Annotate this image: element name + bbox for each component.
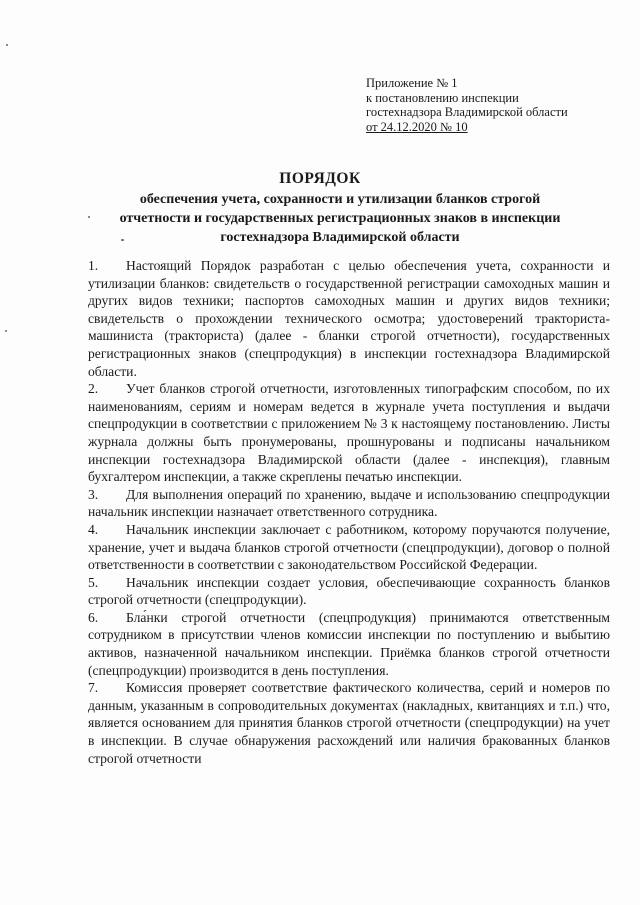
appendix-date-number: от 24.12.2020 № 10 (366, 119, 468, 134)
paragraph-text: Бла́нки строгой отчетности (спецпродукция) принимаются ответственным сотрудником в присутствии членов комиссии инспекции по поступлению и выбытию активов, назначенной начальником инспекции. Приёмка бланков строгой отчетности (спецпродукции) производится в день поступления. (88, 609, 610, 678)
paragraph-5 (88, 574, 610, 609)
paragraph-number: 4. (88, 521, 99, 537)
subtitle-line-2: отчетности и государственных регистрационных знаков в инспекции (119, 211, 561, 226)
scan-speck (5, 330, 7, 332)
paragraph-1 (88, 257, 610, 380)
document-subtitle (80, 190, 600, 247)
paragraph-number: 1. (88, 258, 99, 273)
paragraph-text: Для выполнения операций по хранению, выдаче и использованию спецпродукции начальник инспекции назначает ответственного сотрудника. (88, 486, 610, 520)
paragraph-number: 5. (88, 574, 99, 590)
paragraph-6 (88, 609, 610, 679)
scan-speck (6, 44, 8, 46)
appendix-line-1: Приложение № 1 (366, 76, 458, 90)
paragraph-number: 2. (88, 381, 99, 397)
paragraph-text: Комиссия проверяет соответствие фактического количества, серий и номеров по данным, указанным в сопроводительных документах (накладных, квитанциях и т.п.) что, является основанием для принятия бланков строгой отчетности (спецпродукции) на учет в инспекции. В случае обнаружения расхождений или наличия бракованных бланков строгой отчетности (88, 680, 610, 766)
paragraph-number: 7. (88, 680, 99, 696)
paragraph-number: 3. (88, 486, 99, 502)
subtitle-line-1: обеспечения учета, сохранности и утилизации бланков строгой (139, 192, 541, 207)
paragraph-3 (88, 486, 610, 521)
appendix-block (366, 76, 616, 134)
paragraph-text: Начальник инспекции создает условия, обеспечивающие сохранность бланков строгой отчетности (спецпродукции). (88, 574, 610, 608)
appendix-line-2: к постановлению инспекции (366, 90, 519, 105)
document-body (88, 257, 610, 767)
subtitle-line-3: гостехнадзора Владимирской области (220, 230, 460, 245)
paragraph-text: Учет бланков строгой отчетности, изготовленных типографским способом, по их наименованиям, сериям и номерам ведется в журнале учета поступления и выдачи спецпродукции в соответствии с приложением № 3 к настоящему постановлению. Листы журнала должны быть пронумерованы, прошнурованы и подписаны начальником инспекции гостехнадзора Владимирской области (далее - инспекция), главным бухгалтером инспекции, а также скреплены печатью инспекции. (88, 381, 610, 485)
paragraph-2 (88, 380, 610, 486)
paragraph-text: Настоящий Порядок разработан с целью обеспечения учета, сохранности и утилизации бланков: свидетельств о государственной регистрации самоходных машин и других видов техники; паспортов самоходных машин и других видов техники; свидетельств о прохождении технического осмотра; удостоверений тракториста-машиниста (тракториста) (далее - бланки строгой отчетности), государственных регистрационных знаков (спецпродукция) в инспекции гостехнадзора Владимирской области. (88, 258, 610, 379)
paragraph-text: Начальник инспекции заключает с работником, которому поручаются получение, хранение, учет и выдача бланков строгой отчетности (спецпродукции), договор о полной ответственности в соответствии с законодательством Российской Федерации. (88, 521, 610, 573)
paragraph-number: 6. (88, 609, 99, 625)
paragraph-4 (88, 521, 610, 574)
appendix-line-3: гостехнадзора Владимирской области (366, 105, 568, 119)
paragraph-7 (88, 679, 610, 767)
document-title: ПОРЯДОК (279, 170, 361, 187)
